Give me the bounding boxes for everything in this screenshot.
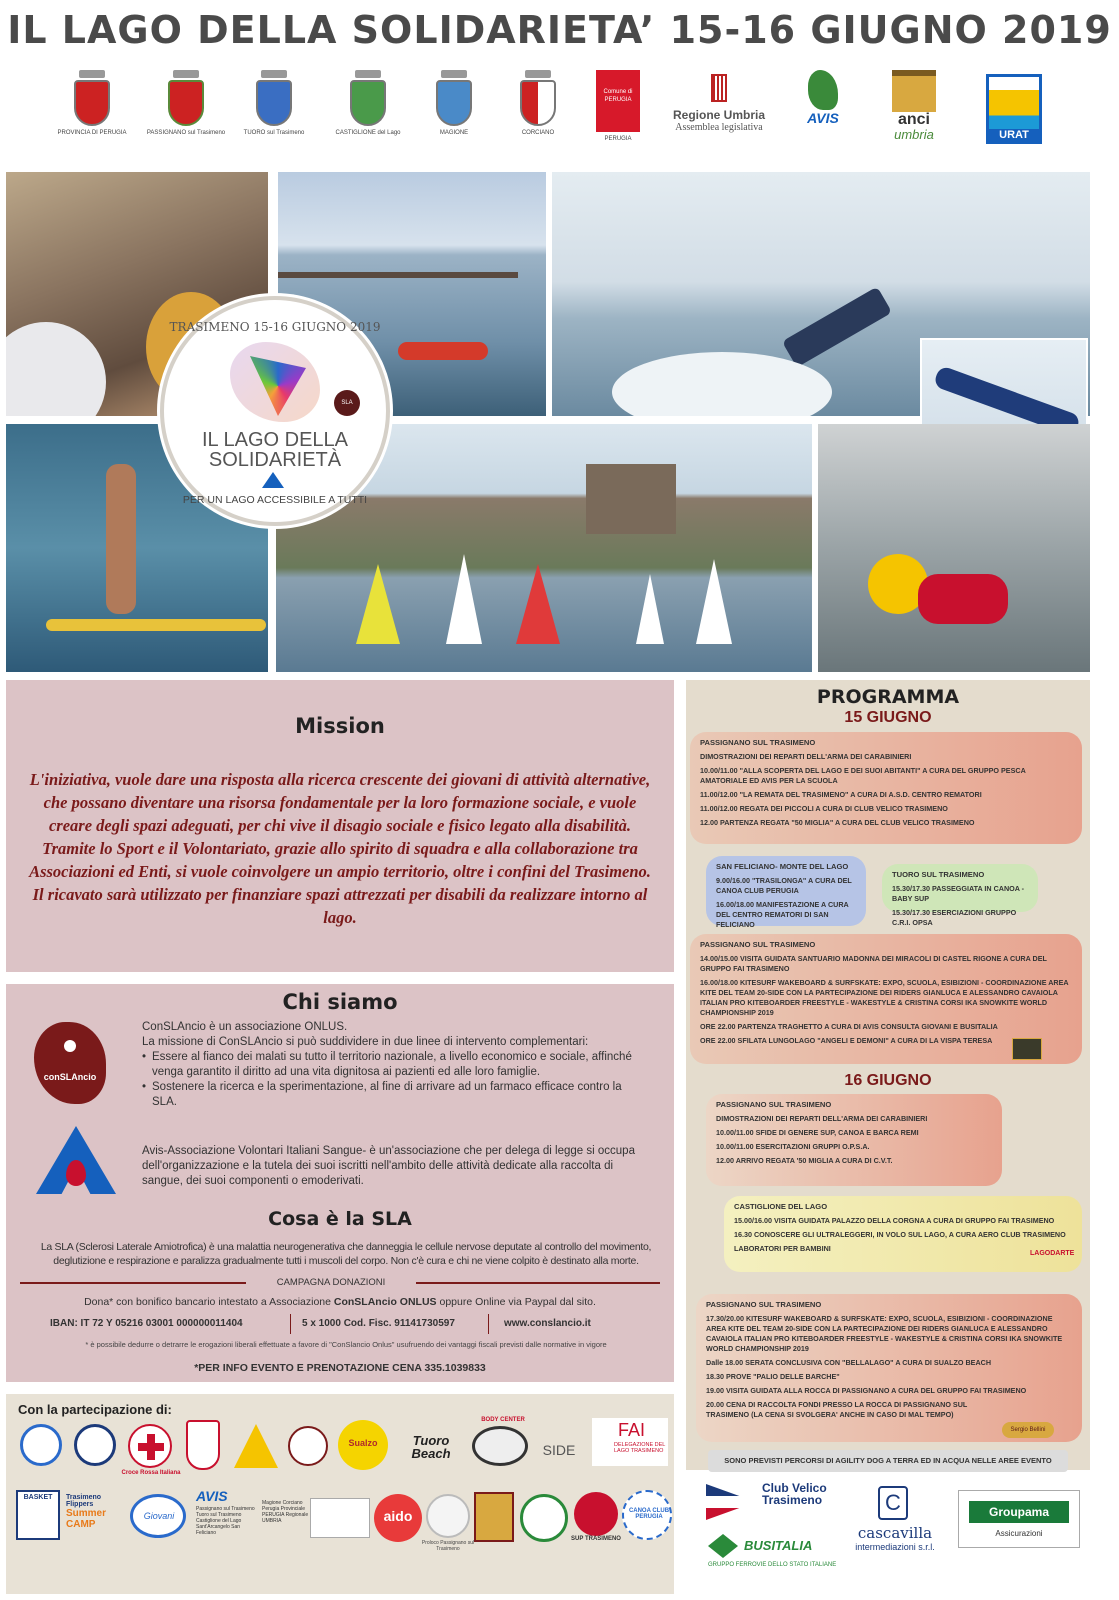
chi-siamo-title: Chi siamo <box>282 990 398 1014</box>
campaign-title: CAMPAGNA DONAZIONI <box>276 1277 386 1288</box>
tuoro-beach-logo: Tuoro Beach <box>411 1433 451 1461</box>
schedule-item: 11.00/12.00 "LA REMATA DEL TRASIMENO" A CURA DI A.S.D. CENTRO REMATORI <box>700 790 982 799</box>
schedule-item: 16.30 CONOSCERE GLI ULTRALEGGERI, IN VOLO SUL LAGO, A CURA AERO CLUB TRASIMENO <box>734 1230 1066 1239</box>
avis-comunali-logo: AVIS <box>196 1488 228 1504</box>
programma-title: PROGRAMMA <box>816 686 960 708</box>
schedule-item: 9.00/16.00 "TRASILONGA" A CURA DEL CANOA CLUB PERUGIA <box>716 876 852 895</box>
schedule-item: ORE 22.00 PARTENZA TRAGHETTO A CURA DI AVIS CONSULTA GIOVANI E BUSITALIA <box>700 1022 998 1031</box>
schedule-item: 17.30/20.00 KITESURF WAKEBOARD & SURFSKATE: EXPO, SCUOLA, ESIBIZIONI - COORDINAZIONE AREA KITE DEL TEAM 20-SIDE CON LA PARTECIPAZIONE DEI RIDERS GIANLUCA E ALESSANDRO CAVAIOLA ITALIAN PRO KITEBOARDER FREESTYLE - WAKESTYLE & CRISTINA CORSI IKA SNOWKITE WORLD CHAMPIONSHIP 2019 <box>706 1314 1063 1353</box>
separator <box>488 1314 489 1334</box>
avis-mini-icon <box>262 472 284 488</box>
castle-shape <box>586 464 676 534</box>
sail-shape <box>356 564 400 644</box>
logo-urat <box>986 74 1042 144</box>
avis-description: Avis-Associazione Volontari Italiani Sangue- è un'associazione che per delega di legge si occupa dell'organizzazione e la tutela dei suoi iscritti nell'ambito delle attività dedicate alla raccolta di sangue, dei suoi componenti o emoderivati. <box>142 1145 635 1187</box>
anci-line2: umbria <box>894 127 934 142</box>
avis-scuola-logo <box>310 1498 370 1538</box>
schedule-block-5 <box>706 1094 1002 1186</box>
lagodarte-logo: LAGODARTE <box>1030 1250 1075 1257</box>
sail-shape <box>636 574 664 644</box>
avis-provinciale-text: Magione Corciano Perugia Provinciale PERUGIA Regionale UMBRIA <box>262 1500 309 1524</box>
day2-title: 16 GIUGNO <box>844 1072 932 1089</box>
fai-logo <box>592 1418 668 1466</box>
shield-icon <box>256 80 292 126</box>
regione-line1: Regione Umbria <box>672 108 765 122</box>
block-place: PASSIGNANO SUL TRASIMENO <box>700 940 816 949</box>
logo-anci-umbria <box>884 70 944 141</box>
shield-icon <box>436 80 472 126</box>
sla-title: Cosa è la SLA <box>268 1208 412 1230</box>
donation-line-post: oppure Online via Paypal dal sito. <box>436 1296 596 1308</box>
donation-line-bold: ConSLAncio ONLUS <box>333 1296 437 1308</box>
schedule-item: DIMOSTRAZIONI DEI REPARTI DELL'ARMA DEI CARABINIERI <box>716 1114 928 1123</box>
sup-trasimeno-logo <box>574 1492 618 1536</box>
mission-title: Mission <box>295 714 385 738</box>
castle-icon <box>892 70 936 112</box>
iban: IBAN: IT 72 Y 05216 03001 000000011404 <box>50 1318 243 1329</box>
donation-line <box>6 1296 674 1308</box>
vispa-teresa-logo <box>1012 1038 1042 1060</box>
schedule-item: 12.00 PARTENZA REGATA "50 MIGLIA" A CURA DEL CLUB VELICO TRASIMENO <box>700 818 975 827</box>
regione-icon <box>711 74 727 102</box>
busitalia-logo: BUSITALIA <box>744 1538 813 1553</box>
canoa-text: CANOA CLUB PERUGIA <box>628 1508 670 1520</box>
aido-logo <box>374 1494 422 1542</box>
chi-siamo-panel <box>6 984 674 1382</box>
croce-rossa-logo <box>128 1424 172 1468</box>
protezione-civile-corciano-logo <box>74 1424 116 1466</box>
comune-badge: Comune di PERUGIA <box>596 70 640 132</box>
proloco-text: Proloco Passignano sul Trasimeno <box>421 1540 475 1552</box>
side-logo: SIDE <box>542 1442 576 1458</box>
club-velico-logo: Club Velico Trasimeno <box>762 1481 827 1507</box>
person-icon <box>64 1040 76 1052</box>
tax-note: * è possibile dedurre o detrarre le erogazioni liberali effettuate a favore di "ConSlancio Onlus" usufruendo dei vantaggi fiscali previsti dalle normative in vigore <box>85 1340 607 1349</box>
boat-shape <box>398 342 488 360</box>
giovani-logo <box>130 1494 186 1538</box>
crown-icon <box>79 70 105 78</box>
schedule-block-1 <box>690 732 1082 844</box>
logo-passignano <box>146 70 226 160</box>
schedule-block-4 <box>690 934 1082 1064</box>
body-center-text: BODY CENTER <box>481 1417 525 1423</box>
anci-line1: anci <box>897 111 930 128</box>
logo-castiglione <box>328 70 408 160</box>
schedule-block-7 <box>696 1294 1082 1442</box>
divider-left <box>20 1282 246 1284</box>
basket-text: BASKET <box>23 1494 53 1501</box>
cascavilla-subtitle: intermediazioni s.r.l. <box>855 1542 935 1552</box>
regione-line2: Assemblea legislativa <box>675 122 763 133</box>
block-place: PASSIGNANO SUL TRASIMENO <box>700 738 816 747</box>
schedule-block-3 <box>882 864 1038 927</box>
urat-text: URAT <box>989 129 1039 141</box>
groupama-logo <box>958 1490 1080 1548</box>
shield-icon <box>168 80 204 126</box>
sail-shape <box>446 554 482 644</box>
cross-icon <box>138 1443 164 1451</box>
umbria-map-icon <box>808 70 838 110</box>
person-shape <box>106 464 136 614</box>
crown-icon <box>441 70 467 78</box>
logo-regione-umbria <box>664 74 774 133</box>
aero-club-logo <box>520 1494 568 1542</box>
rescue-suit-shape <box>918 574 1008 624</box>
schedule-item: 19.00 VISITA GUIDATA ALLA ROCCA DI PASSIGNANO A CURA DEL GRUPPO FAI TRASIMENO <box>706 1386 1027 1395</box>
cascavilla-logo: cascavilla <box>857 1524 933 1542</box>
summer-camp-text: Summer CAMP <box>66 1508 107 1530</box>
sualzo-logo <box>338 1420 388 1470</box>
emblem-top-text: TRASIMENO 15-16 GIUGNO 2019 <box>169 320 381 334</box>
schedule-item: 10.00/11.00 "ALLA SCOPERTA DEL LAGO E DEI SUOI ABITANTI" A CURA DEL GRUPPO PESCA AMATORIALE ED AVIS PER LA SCUOLA <box>700 766 1026 785</box>
protezione-civile-logo <box>20 1424 62 1466</box>
proloco-logo <box>426 1494 470 1538</box>
groupama-text: Groupama <box>969 1501 1069 1523</box>
block-place: CASTIGLIONE DEL LAGO <box>734 1202 828 1211</box>
schedule-block-2 <box>706 856 866 929</box>
sualzo-text: Sualzo <box>348 1438 378 1448</box>
mission-text: L'iniziativa, vuole dare una risposta alla ricerca crescente dei giovani di attività alternative, che possano diventare una risorsa fondamentale per la loro formazione sociale, e vuole creare degli spazi adeguati, per chi vive il disagio sociale e fisico legato alla disabilità. Tramite lo Sport e il Volontariato, grazie allo spirito di squadra e alla collaborazione tra Associazioni ed Enti, si vuole coinvolgere un ampio territorio, oltre i confini del Trasimeno. Il ricavato sarà utilizzato per finanziare spazi attrezzati per disabili da realizzare intorno al lago. <box>29 770 651 927</box>
avis-comunali-text: Passignano sul Trasimeno Tuoro sul Trasimeno Castiglione del Lago Sant'Arcangelo San Feliciano <box>196 1506 255 1536</box>
seal-logo <box>288 1426 328 1466</box>
body-center-logo <box>472 1417 528 1466</box>
logo-caption: CORCIANO <box>521 130 555 136</box>
logo-caption: TUORO sul Trasimeno <box>243 130 305 136</box>
conslancio-logo-text: conSLAncio <box>43 1072 97 1082</box>
page-title: IL LAGO DELLA SOLIDARIETA’ 15-16 GIUGNO 2019 <box>7 8 1112 52</box>
schedule-item: LABORATORI PER BAMBINI <box>734 1244 831 1253</box>
schedule-item: DIMOSTRAZIONI DEI REPARTI DELL'ARMA DEI CARABINIERI <box>700 752 912 761</box>
sail-shape <box>696 559 732 644</box>
emblem-main-line1: IL LAGO DELLA <box>202 429 348 451</box>
divider-right <box>416 1282 660 1284</box>
logo-caption: PERUGIA <box>604 136 632 142</box>
fai-text: FAI <box>618 1420 646 1440</box>
donation-line-pre: Dona* con bonifico bancario intestato a Associazione <box>84 1296 334 1308</box>
chi-bullet-1: Essere al fianco dei malati su tutto il territorio nazionale, a livello economico e sociale, affinché venga garantito il diritto ad una vita dignitosa ai pazienti ed alle loro famiglie. <box>152 1051 632 1078</box>
website-link[interactable]: www.conslancio.it <box>504 1318 591 1329</box>
logo-caption: CASTIGLIONE del Lago <box>335 130 401 136</box>
conslancio-logo <box>34 1022 106 1104</box>
sponsors-panel <box>686 1476 1090 1594</box>
groupama-subtitle: Assicurazioni <box>995 1529 1043 1538</box>
schedule-item: 14.00/15.00 VISITA GUIDATA SANTUARIO MADONNA DEI MIRACOLI DI CASTEL RIGONE A CURA DEL GRUPPO FAI TRASIMENO <box>700 954 1047 973</box>
croce-rossa-text: Croce Rossa Italiana <box>121 1470 181 1476</box>
fai-delegation-text: DELEGAZIONE DEL LAGO TRASIMENO <box>614 1442 666 1454</box>
sla-text: La SLA (Sclerosi Laterale Amiotrofica) è una malattia neurogenerativa che danneggia le cellule nervose deputate al controllo del movimento, deglutizione e respirazione e paralizza gradualmente tutti i muscoli del corpo. Non c'è cura e chi ne viene colpito è destinato alla morte. <box>40 1241 652 1267</box>
schedule-item: 16.00/18.00 KITESURF WAKEBOARD & SURFSKATE: EXPO, SCUOLA, ESIBIZIONI - COORDINAZIONE AREA KITE DEL TEAM 20-SIDE CON LA PARTECIPAZIONE DEI RIDERS GIANLUCA E ALESSANDRO CAVAIOLA ITALIAN PRO KITEBOARDER FREESTYLE - WAKESTYLE & CRISTINA CORSI IKA SNOWKITE WORLD CHAMPIONSHIP 2019 <box>700 978 1069 1017</box>
partners-title: Con la partecipazione di: <box>18 1402 172 1417</box>
balloon-shape <box>6 322 106 416</box>
event-info: *PER INFO EVENTO E PRENOTAZIONE CENA 335.1039833 <box>194 1362 486 1374</box>
kiteboard-shape <box>782 287 892 368</box>
partners-panel <box>6 1394 674 1594</box>
aido-text: aido <box>383 1508 413 1524</box>
pier-shape <box>278 272 518 278</box>
block-place: PASSIGNANO SUL TRASIMENO <box>716 1100 832 1109</box>
crown-icon <box>525 70 551 78</box>
cascavilla-icon: C <box>878 1486 908 1520</box>
busitalia-icon <box>708 1534 738 1558</box>
sla-mini-logo: SLA <box>334 390 360 416</box>
block-place: PASSIGNANO SUL TRASIMENO <box>706 1300 822 1309</box>
logo-provincia-perugia <box>52 70 132 160</box>
logo-caption: MAGIONE <box>439 130 469 136</box>
schedule-item: 20.00 CENA DI RACCOLTA FONDI PRESSO LA ROCCA DI PASSIGNANO SUL TRASIMENO (LA CENA SI SVOLGERA' ANCHE IN CASO DI MAL TEMPO) <box>706 1400 968 1419</box>
schedule-item: 16.00/18.00 MANIFESTAZIONE A CURA DEL CENTRO REMATORI DI SAN FELICIANO <box>716 900 849 929</box>
misericordia-logo <box>234 1424 278 1468</box>
schedule-item: ORE 22.00 SFILATA LUNGOLAGO "ANGELI E DEMONI" A CURA DI LA VISPA TERESA <box>700 1036 993 1045</box>
emblem-bottom-text: PER UN LAGO ACCESSIBILE A TUTTI <box>182 494 368 506</box>
schedule-item: 18.30 PROVE "PALIO DELLE BARCHE" <box>706 1372 840 1381</box>
agility-dog-note: SONO PREVISTI PERCORSI DI AGILITY DOG A TERRA ED IN ACQUA NELLE AREE EVENTO <box>708 1450 1068 1472</box>
flippers-text: Trasimeno Flippers <box>66 1494 102 1508</box>
cinque-per-mille: 5 x 1000 Cod. Fisc. 91141730597 <box>302 1318 455 1329</box>
blood-drop-icon <box>66 1160 86 1186</box>
schedule-item: 11.00/12.00 REGATA DEI PICCOLI A CURA DI CLUB VELICO TRASIMENO <box>700 804 948 813</box>
trasimeno-flippers-logo <box>66 1494 126 1538</box>
schedule-item: Dalle 18.00 SERATA CONCLUSIVA CON "BELLALAGO" A CURA DI SUALZO BEACH <box>706 1358 992 1367</box>
block-place: TUORO SUL TRASIMENO <box>892 870 985 879</box>
schedule-block-6 <box>724 1196 1082 1272</box>
schedule-item: 10.00/11.00 ESERCITAZIONI GRUPPI O.P.S.A. <box>716 1142 870 1151</box>
programma-panel <box>686 680 1090 1470</box>
schedule-item: 12.00 ARRIVO REGATA '50 MIGLIA A CURA DI C.V.T. <box>716 1156 893 1165</box>
logo-corciano <box>498 70 578 160</box>
avis-logo-text: AVIS <box>807 110 839 126</box>
emblem-main-line2: SOLIDARIETÀ <box>208 449 342 471</box>
schedule-item: 15.00/16.00 VISITA GUIDATA PALAZZO DELLA CORGNA A CURA DI GRUPPO FAI TRASIMENO <box>734 1216 1055 1225</box>
crown-icon <box>355 70 381 78</box>
conslancio-description: ConSLAncio è un associazione ONLUS. La missione di ConSLAncio si può suddividere in due linee di intervento complementari: • Essere al fianco dei malati su tutto il territorio nazionale, a livello economico e sociale, affinché venga garantito il diritto ad una vita dignitosa ai pazienti ed alle loro famiglie. • Sostenere la ricerca e la sperimentazione, al fine di arrivare ad un farmaco efficace contro la SLA. <box>142 1020 642 1110</box>
palio-logo <box>474 1492 514 1542</box>
block-place: SAN FELICIANO- MONTE DEL LAGO <box>716 862 849 871</box>
day1-title: 15 GIUGNO <box>844 709 932 726</box>
separator <box>290 1314 291 1334</box>
sail-shape <box>516 564 560 644</box>
shield-icon <box>350 80 386 126</box>
busitalia-subtitle: GRUPPO FERROVIE DELLO STATO ITALIANE <box>708 1562 837 1568</box>
shield-icon <box>520 80 556 126</box>
event-emblem <box>160 296 390 526</box>
canoa-club-logo <box>622 1490 672 1540</box>
crown-icon <box>173 70 199 78</box>
photo-rescue-swimmer <box>818 424 1090 672</box>
board-shape <box>46 619 266 631</box>
sergio-bellini-logo: Sergio Bellini <box>1002 1422 1054 1438</box>
mission-panel <box>6 680 674 972</box>
sup-text: SUP TRASIMENO <box>571 1536 621 1542</box>
schedule-item: 10.00/11.00 SFIDE DI GENERE SUP, CANOA E BARCA REMI <box>716 1128 919 1137</box>
crown-icon <box>261 70 287 78</box>
carabinieri-logo <box>186 1420 220 1470</box>
schedule-item: 15.30/17.30 ESERCIAZIONI GRUPPO C.R.I. OPSA <box>892 908 1017 927</box>
logo-caption: PASSIGNANO sul Trasimeno <box>146 130 226 136</box>
shield-icon <box>74 80 110 126</box>
cvt-flag-icon <box>706 1484 756 1520</box>
chi-bullet-2: Sostenere la ricerca e la sperimentazione, al fine di arrivare ad un farmaco efficace contro la SLA. <box>152 1081 622 1108</box>
schedule-item: 15.30/17.30 PASSEGGIATA IN CANOA - BABY SUP <box>892 884 1025 903</box>
chi-paragraph-1: ConSLAncio è un associazione ONLUS. <box>142 1021 348 1033</box>
chi-paragraph-2: La missione di ConSLAncio si può suddividere in due linee di intervento complementari: <box>142 1036 589 1048</box>
logo-caption: PROVINCIA DI PERUGIA <box>57 130 127 136</box>
logo-tuoro <box>234 70 314 160</box>
logo-avis-umbria <box>790 70 856 146</box>
giovani-text: Giovani <box>143 1511 175 1521</box>
basket-passignano-logo <box>16 1490 60 1540</box>
logo-perugia <box>578 70 658 160</box>
logo-magione <box>414 70 494 160</box>
